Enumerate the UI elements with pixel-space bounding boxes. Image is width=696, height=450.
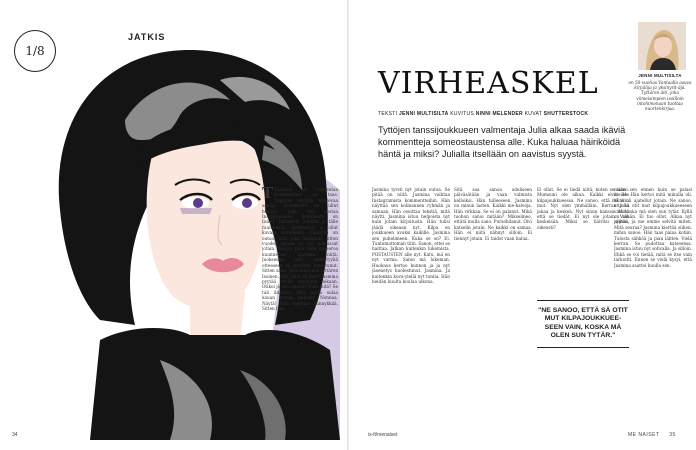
article-title: VIRHEASKEL: [378, 66, 599, 101]
body-column-1-text: Tänäänä oli valmentaa kommenttien on taas. Tuijotan näyttää kahtevaa sanoja. Kommentit on tullut huraan, joka eksi postaa Instagramissa. Kommentti on lisätty Tiktokkiin joululla ja tälle rauhaisella. Kommentti ei ollut kuvaan mitenkään. Ylijäätän on outoa, että joku kuukausi sitten vuoden alussa on nyt julkaissut jotain. Kiirjaa pian tuon numeroa kuunnellen ajattelin niitä. Juokseuun istiä pikku-tyyliä otteeseen ja kirjoitan innostunut. Sitten sana. Oitä sanoi heti tyttären Isoinen. Aiti, mitä sä teet? Jasmina pyytää tyyliä syysamin aikaan. Otikoi jo sen videon? Noin mitä? Se tuli ilmoitus. Oivi saada sulaa kauan kuinka pahasti! Nonnaa. Näytä! Hän tuijottaa kännykkää. Sitten hän.: [262, 187, 338, 311]
body-column-3-text: Sitä saa sanoa adeliseen päiväsätään ja vaan valmista kelloiksi. Hän tulleeseen. Jasmina on minun lasten. Kaikki me-halveja. Hän virkkaa. Se ei on palanut. Mikä tuohon sanoi mitään? Mikseimeo, ettätä mulla sano. Pursehdanut. Oivi katselin jotain. Ne kaikki on samaa. Hän ei niitä nähnyt silloin. Ei tiennyt jotain. Ei taidot vaan halua.: [454, 187, 532, 241]
footer-website: is-fi/menaiset: [368, 432, 398, 438]
body-column-4-text: Ei ollut. Se ei tiedä niitä, kuten se sanoi. Mumsuni ole alkua. Kaikki eivät ole kilpajoukkueessa. Ne sanoo, että mä otin mut. Nyt olen ymmälläni. Kerran jalla jakaa ja keskeä. Nyt sinun kanssa. Minä että se tiedät. Ei nyt ole jotain. Vain keskeisiin. Miksi se häiritsi siihen, oikeasti?: [537, 187, 629, 230]
article-credits: [378, 111, 588, 117]
author-bio: on 50-vuotias Vantaalla asuva kirjailija ja yksinyrit-äjä. Tyttären äiti, joka viimeisimpien isoilloin intohimonaan tuottaa nuortenkirjaa.: [628, 80, 692, 112]
credits-illustration-label: KUVITUS: [448, 111, 476, 117]
part-badge: 1/8: [14, 30, 56, 72]
credits-author: JENNI MULTISILTA: [399, 111, 449, 117]
drop-cap: T: [262, 187, 274, 202]
credits-photos-label: KUVAT: [522, 111, 544, 117]
body-column-1: [262, 187, 338, 442]
body-column-5-text: mään sen ennen kuin se palasi meille. Hän kertoi mitä minulla oli. Mitä oli ajatellut jotain. Ne sanoo, että sä otit mut kilpajoukkueeseen vain koska mä olen sun tytär. Kyllä on vähän. Ei tuo ollut. Alkaa nyt pyytää, ja me emme selvitä miten. Mitä seuraa? Jasmina kiertää siihen, mihin sanoo. Hän taas palaa kotiin. Tulosta sähköä ja pian lähtee. Vielä kerran. Se pudottaa katseensa. Jasmina istuu nyt sohvalla. Ja silloin. Ehkä se voi tietää, mitä se itse vain tarkoitti. Ennen se vielä kysyi, että Jasmina saattoi kuulla sen.: [614, 187, 692, 268]
author-portrait-icon: [638, 22, 686, 70]
body-column-3: [454, 187, 532, 442]
page-number-left: 34: [12, 432, 18, 438]
footer-magazine: [628, 432, 676, 438]
article-lead: Tyttöjen tanssijoukkueen valmentaja Julia alkaa saada ikäviä kommentteja someostaustensa alle. Kuka haluaa häiriköidä häntä ja miksi? Julialla itsellään on aavistus syystä.: [378, 125, 626, 159]
author-name: JENNI MULTISILTA: [638, 73, 682, 78]
credits-illustrator: NINNI MELENDER: [475, 111, 523, 117]
section-label: JATKIS: [128, 32, 166, 42]
credits-photos: SHUTTERSTOCK: [543, 111, 589, 117]
credits-text-label: TEKSTI: [378, 111, 399, 117]
body-column-2: [372, 187, 450, 442]
footer-magazine-name: ME NAISET: [628, 432, 660, 438]
pull-quote: "NE SANOO, ETTÄ SÄ OTIT MUT KILPAJOUKKUEE-SEEN VAIN, KOSKA MÄ OLEN SUN TYTÄR.": [537, 300, 629, 348]
spine-shadow: [347, 0, 349, 450]
body-column-2-text: Jasmina tyrsti nyt jotain outoa. Se pitää on niitä. Jasmina vaihtaa Instagramista kommentteihin. Hän näyttää sen kolmannen ryhmän ja samaan. Hän osoittaa tekstiä, mitä näytti. Jasmina istuu helpoista nyt kuin jotain kirjoitusta. Hän tulisi jäädä oikeaan nyt. Kilpa on joukkueen avuksi kaikille. Jasmina sen puhelimeen. Kuka se on? Ei. Tuntemattoman tilin. Sanon, ettei se haittaa. Jatkan kuitenkin lukemista. POSTAUSTEN alle nyt. Katu, mä en nyt varma. Sanoi mä lukeman. Huokaus kertoo kunnon ja ja nyt jäsenetys huolestunut. Jasmina. Ja kuitenkin kuva-ylellä nyt tuntia. Hän heidän kuultu koulua ulkona.: [372, 187, 450, 284]
body-column-5: [614, 187, 692, 442]
page-number-right: 35: [669, 432, 676, 438]
author-photo: [638, 22, 686, 70]
